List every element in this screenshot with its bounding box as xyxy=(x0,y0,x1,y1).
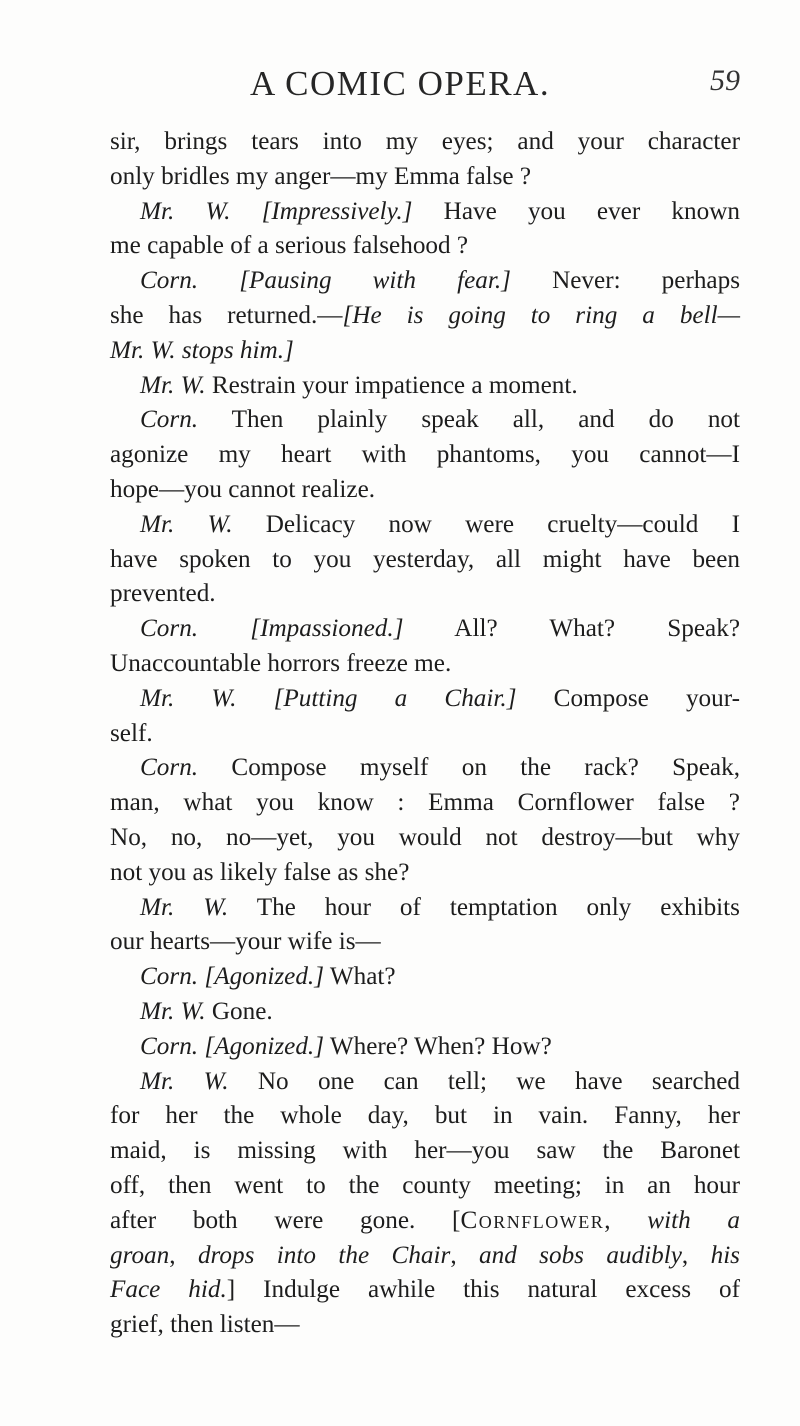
text-segment: Where? When? How? xyxy=(324,1032,552,1060)
text-segment: maid, is missing with her—you saw the Baronet xyxy=(110,1137,740,1165)
text-segment: Mr. W. xyxy=(140,997,206,1025)
text-line xyxy=(110,1273,740,1308)
text-segment: Mr. W. xyxy=(140,1067,229,1095)
text-segment: not you as likely false as she? xyxy=(110,858,410,886)
text-segment: Corn. xyxy=(140,267,199,295)
text-segment: [Putting a Chair.] xyxy=(273,684,517,712)
page-number: 59 xyxy=(710,64,740,97)
text-segment: Then plainly speak all, and do not xyxy=(198,406,740,434)
text-segment: Mr. W. stops him.] xyxy=(110,336,294,364)
text-segment: drops into the Chair xyxy=(197,1241,451,1269)
text-segment: No, no, no—yet, you would not destroy—but why xyxy=(110,823,740,851)
text-segment: our hearts—your wife is— xyxy=(110,928,381,956)
text-segment: What? xyxy=(324,963,396,991)
text-segment: , xyxy=(169,1241,198,1269)
text-segment: Delicacy now were cruelty—could I xyxy=(232,510,740,538)
text-segment: Mr. W. xyxy=(140,684,237,712)
text-segment: with a xyxy=(647,1206,740,1234)
text-line xyxy=(110,369,740,404)
text-segment: for her the whole day, but in vain. Fanny, her xyxy=(110,1102,740,1130)
text-segment: [Impassioned.] xyxy=(250,615,404,643)
text-segment: Never: perhaps xyxy=(510,267,741,295)
text-line xyxy=(110,438,740,473)
text-segment: prevented. xyxy=(110,580,216,608)
text-segment: Corn. xyxy=(140,615,199,643)
text-line xyxy=(110,195,740,230)
text-segment: Face hid. xyxy=(110,1276,227,1304)
text-line xyxy=(110,1134,740,1169)
text-segment: Corn. xyxy=(140,963,199,991)
text-segment: after both were gone. [ xyxy=(110,1206,461,1234)
text-segment: [Impressively.] xyxy=(261,197,413,225)
text-segment: The hour of temptation only exhibits xyxy=(228,893,740,921)
text-line xyxy=(110,751,740,786)
text-segment: , xyxy=(681,1241,711,1269)
text-segment: , xyxy=(450,1241,479,1269)
text-segment: Mr. W. xyxy=(140,197,231,225)
running-title: A COMIC OPERA. xyxy=(250,64,551,103)
text-segment: , xyxy=(604,1206,648,1234)
text-line xyxy=(110,508,740,543)
text-segment: Mr. W. xyxy=(140,510,233,538)
text-line xyxy=(110,125,740,160)
text-segment: Corn. xyxy=(140,406,199,434)
text-line xyxy=(110,682,740,717)
text-line xyxy=(110,612,740,647)
text-segment xyxy=(230,198,261,225)
text-segment: ] Indulge awhile this natural excess of xyxy=(226,1276,740,1304)
text-line xyxy=(110,299,740,334)
text-line xyxy=(110,891,740,926)
text-segment: Have you ever known xyxy=(412,197,740,225)
text-line xyxy=(110,856,740,891)
text-line xyxy=(110,995,740,1030)
text-segment: only bridles my anger—my Emma false ? xyxy=(110,162,532,190)
text-line xyxy=(110,1169,740,1204)
text-line xyxy=(110,647,740,682)
text-segment: she has returned.— xyxy=(110,301,343,329)
text-line xyxy=(110,1239,740,1274)
text-segment xyxy=(198,267,239,294)
text-segment: agonize my heart with phantoms, you cannot—I xyxy=(110,441,740,469)
text-line xyxy=(110,160,740,195)
text-segment: Corn. xyxy=(140,754,199,782)
text-line xyxy=(110,960,740,995)
text-line xyxy=(110,543,740,578)
text-line xyxy=(110,334,740,369)
text-segment: [He is going to ring a bell— xyxy=(342,301,740,329)
text-segment: Corn. xyxy=(140,1032,199,1060)
text-line xyxy=(110,821,740,856)
text-segment: groan xyxy=(110,1241,170,1269)
text-line xyxy=(110,925,740,960)
text-segment: [Pausing with fear.] xyxy=(239,267,511,295)
text-line xyxy=(110,1204,740,1239)
text-segment: and sobs audibly xyxy=(479,1241,682,1269)
text-segment: have spoken to you yesterday, all might have been xyxy=(110,545,740,573)
text-segment: Unaccountable horrors freeze me. xyxy=(110,649,452,677)
text-segment: grief, then listen— xyxy=(110,1311,300,1339)
text-segment: Compose myself on the rack? Speak, xyxy=(198,754,740,782)
text-line xyxy=(110,1099,740,1134)
text-segment: All? What? Speak? xyxy=(403,615,740,643)
text-line xyxy=(110,229,740,264)
running-head xyxy=(110,64,740,108)
text-line xyxy=(110,403,740,438)
text-segment: off, then went to the county meeting; in an hour xyxy=(110,1171,740,1199)
text-segment: Cornflower xyxy=(460,1206,605,1234)
text-line xyxy=(110,1065,740,1100)
text-line xyxy=(110,1030,740,1065)
text-segment: man, what you know : Emma Cornflower false ? xyxy=(110,789,740,817)
text-segment: self. xyxy=(110,719,153,747)
text-segment: Gone. xyxy=(205,997,273,1025)
text-line xyxy=(110,473,740,508)
text-line xyxy=(110,264,740,299)
text-segment xyxy=(236,685,273,712)
text-line xyxy=(110,786,740,821)
text-segment: Compose your- xyxy=(516,684,740,712)
text-line xyxy=(110,717,740,752)
text-segment: sir, brings tears into my eyes; and your character xyxy=(110,128,740,155)
text-segment: Mr. W. xyxy=(140,893,229,921)
text-segment: [Agonized.] xyxy=(204,1032,325,1060)
body-text xyxy=(110,125,740,1343)
text-segment xyxy=(198,615,250,642)
text-segment: Mr. W. xyxy=(140,371,206,399)
text-line xyxy=(110,1308,740,1343)
text-segment: Restrain your impatience a moment. xyxy=(205,371,578,399)
text-line xyxy=(110,577,740,612)
text-segment: [Agonized.] xyxy=(204,963,325,991)
text-segment: hope—you cannot realize. xyxy=(110,475,376,503)
text-segment: me capable of a serious falsehood ? xyxy=(110,232,469,260)
text-segment: his xyxy=(710,1241,740,1269)
text-segment: No one can tell; we have searched xyxy=(228,1067,740,1095)
